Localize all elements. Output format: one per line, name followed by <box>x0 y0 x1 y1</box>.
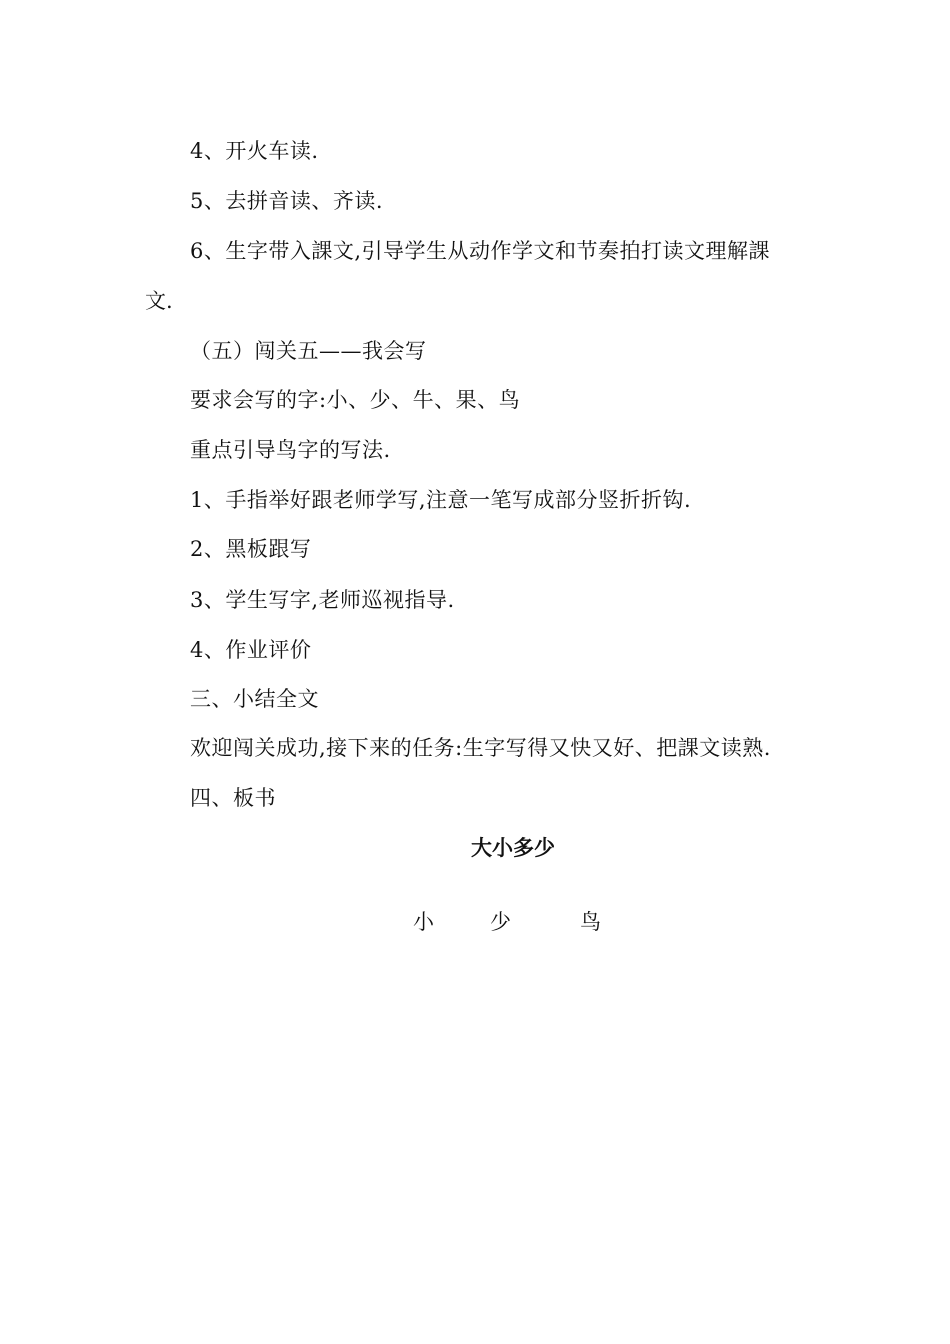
paragraph-characters-into-text-continued: 文. <box>145 289 173 313</box>
paragraph-bird-focus: 重点引导鸟字的写法. <box>190 438 391 462</box>
paragraph-homework-evaluation: 4、作业评价 <box>190 638 312 662</box>
paragraph-student-writing: 3、学生写字,老师巡视指导. <box>190 588 455 612</box>
paragraph-next-task: 欢迎闯关成功,接下来的任务:生字写得又快又好、把課文读熟. <box>190 736 771 760</box>
blackboard-char-small: 小 <box>413 910 434 934</box>
paragraph-train-reading: 4、开火车读. <box>190 139 319 163</box>
blackboard-char-few: 少 <box>490 910 511 934</box>
paragraph-finger-writing: 1、手指举好跟老师学写,注意一笔写成部分竖折折钩. <box>190 488 692 512</box>
paragraph-remove-pinyin: 5、去拼音读、齐读. <box>190 189 384 213</box>
section-heading-blackboard: 四、板书 <box>190 786 276 810</box>
blackboard-title: 大小多少 <box>471 836 555 860</box>
section-heading-stage-five: （五）闯关五——我会写 <box>190 339 427 363</box>
blackboard-char-bird: 鸟 <box>580 910 601 934</box>
paragraph-board-follow: 2、黑板跟写 <box>190 537 312 561</box>
paragraph-required-characters: 要求会写的字:小、少、牛、果、鸟 <box>190 388 521 412</box>
paragraph-characters-into-text: 6、生字带入課文,引导学生从动作学文和节奏拍打读文理解課 <box>190 239 771 263</box>
section-heading-summary: 三、小结全文 <box>190 687 319 711</box>
